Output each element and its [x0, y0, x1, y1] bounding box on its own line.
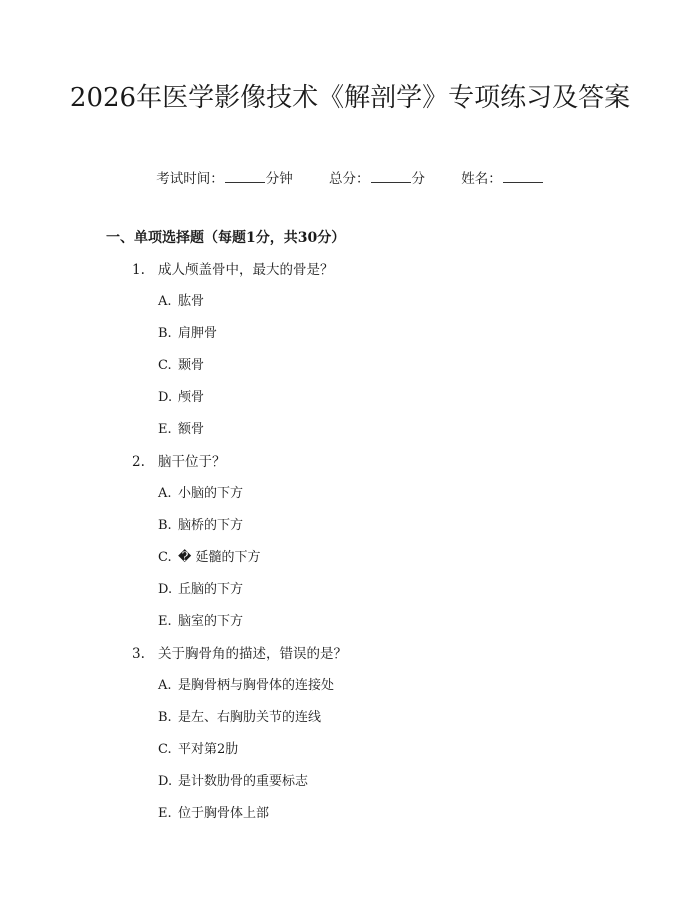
option-text: 肩胛骨 [178, 326, 218, 341]
option-1e [158, 420, 204, 440]
option-letter: B. [158, 710, 172, 725]
total-score-unit: 分 [411, 171, 425, 187]
option-3b [158, 708, 321, 728]
question-1 [132, 260, 334, 280]
exam-time-label: 考试时间： [156, 171, 224, 187]
exam-time [156, 168, 293, 189]
student-name-label: 姓名： [461, 171, 502, 187]
option-text: 是计数肋骨的重要标志 [178, 774, 309, 789]
question-text: 成人颅盖骨中，最大的骨是？ [158, 262, 334, 278]
option-3d [158, 772, 308, 792]
total-score-label: 总分： [329, 171, 370, 187]
option-2d [158, 580, 243, 600]
total-score [329, 168, 425, 189]
option-2b [158, 516, 243, 536]
option-text: 脑桥的下方 [178, 518, 244, 533]
option-text: 肱骨 [178, 294, 205, 309]
student-name-blank [503, 168, 543, 183]
exam-time-unit: 分钟 [265, 171, 293, 187]
question-number: 2. [132, 454, 145, 470]
option-text: 小脑的下方 [178, 486, 244, 501]
option-text: 平对第2肋 [178, 742, 239, 757]
option-letter: D. [158, 582, 173, 597]
exam-time-blank [225, 168, 265, 183]
question-number: 1. [132, 262, 145, 278]
option-2e [158, 612, 243, 632]
question-number: 3. [132, 646, 145, 662]
option-2a [158, 484, 243, 504]
option-1b [158, 324, 217, 344]
option-letter: C. [158, 742, 172, 757]
option-1d [158, 388, 204, 408]
option-3c [158, 740, 238, 760]
option-text: 是胸骨柄与胸骨体的连接处 [178, 678, 335, 693]
option-3a [158, 676, 334, 696]
option-letter: C. [158, 358, 172, 373]
option-text: 是左、右胸肋关节的连线 [178, 710, 322, 725]
option-2c [158, 548, 260, 568]
option-letter: A. [158, 294, 172, 309]
option-letter: E. [158, 422, 172, 437]
question-text: 关于胸骨角的描述，错误的是？ [158, 646, 347, 662]
option-letter: A. [158, 678, 172, 693]
option-letter: B. [158, 518, 172, 533]
option-3e [158, 804, 269, 824]
option-letter: D. [158, 774, 173, 789]
option-text: 颞骨 [178, 358, 205, 373]
option-letter: C. [158, 550, 172, 565]
document-title: 2026年医学影像技术《解剖学》专项练习及答案 [69, 83, 631, 113]
option-1c [158, 356, 204, 376]
option-text: 丘脑的下方 [178, 582, 244, 597]
option-letter: E. [158, 806, 172, 821]
option-letter: A. [158, 486, 172, 501]
option-text: 额骨 [178, 422, 205, 437]
option-text: 脑室的下方 [178, 614, 244, 629]
student-name [461, 168, 544, 189]
option-letter: D. [158, 390, 173, 405]
total-score-blank [371, 168, 411, 183]
exam-meta [0, 168, 700, 189]
option-1a [158, 292, 204, 312]
option-text: 颅骨 [178, 390, 205, 405]
question-3 [132, 644, 347, 664]
option-text: 位于胸骨体上部 [178, 806, 270, 821]
question-text: 脑干位于？ [158, 454, 226, 470]
option-letter: E. [158, 614, 172, 629]
option-text: � 延髓的下方 [178, 550, 261, 565]
question-2 [132, 452, 226, 472]
option-letter: B. [158, 326, 172, 341]
section-heading: 一、单项选择题（每题1分，共30分） [106, 230, 346, 246]
